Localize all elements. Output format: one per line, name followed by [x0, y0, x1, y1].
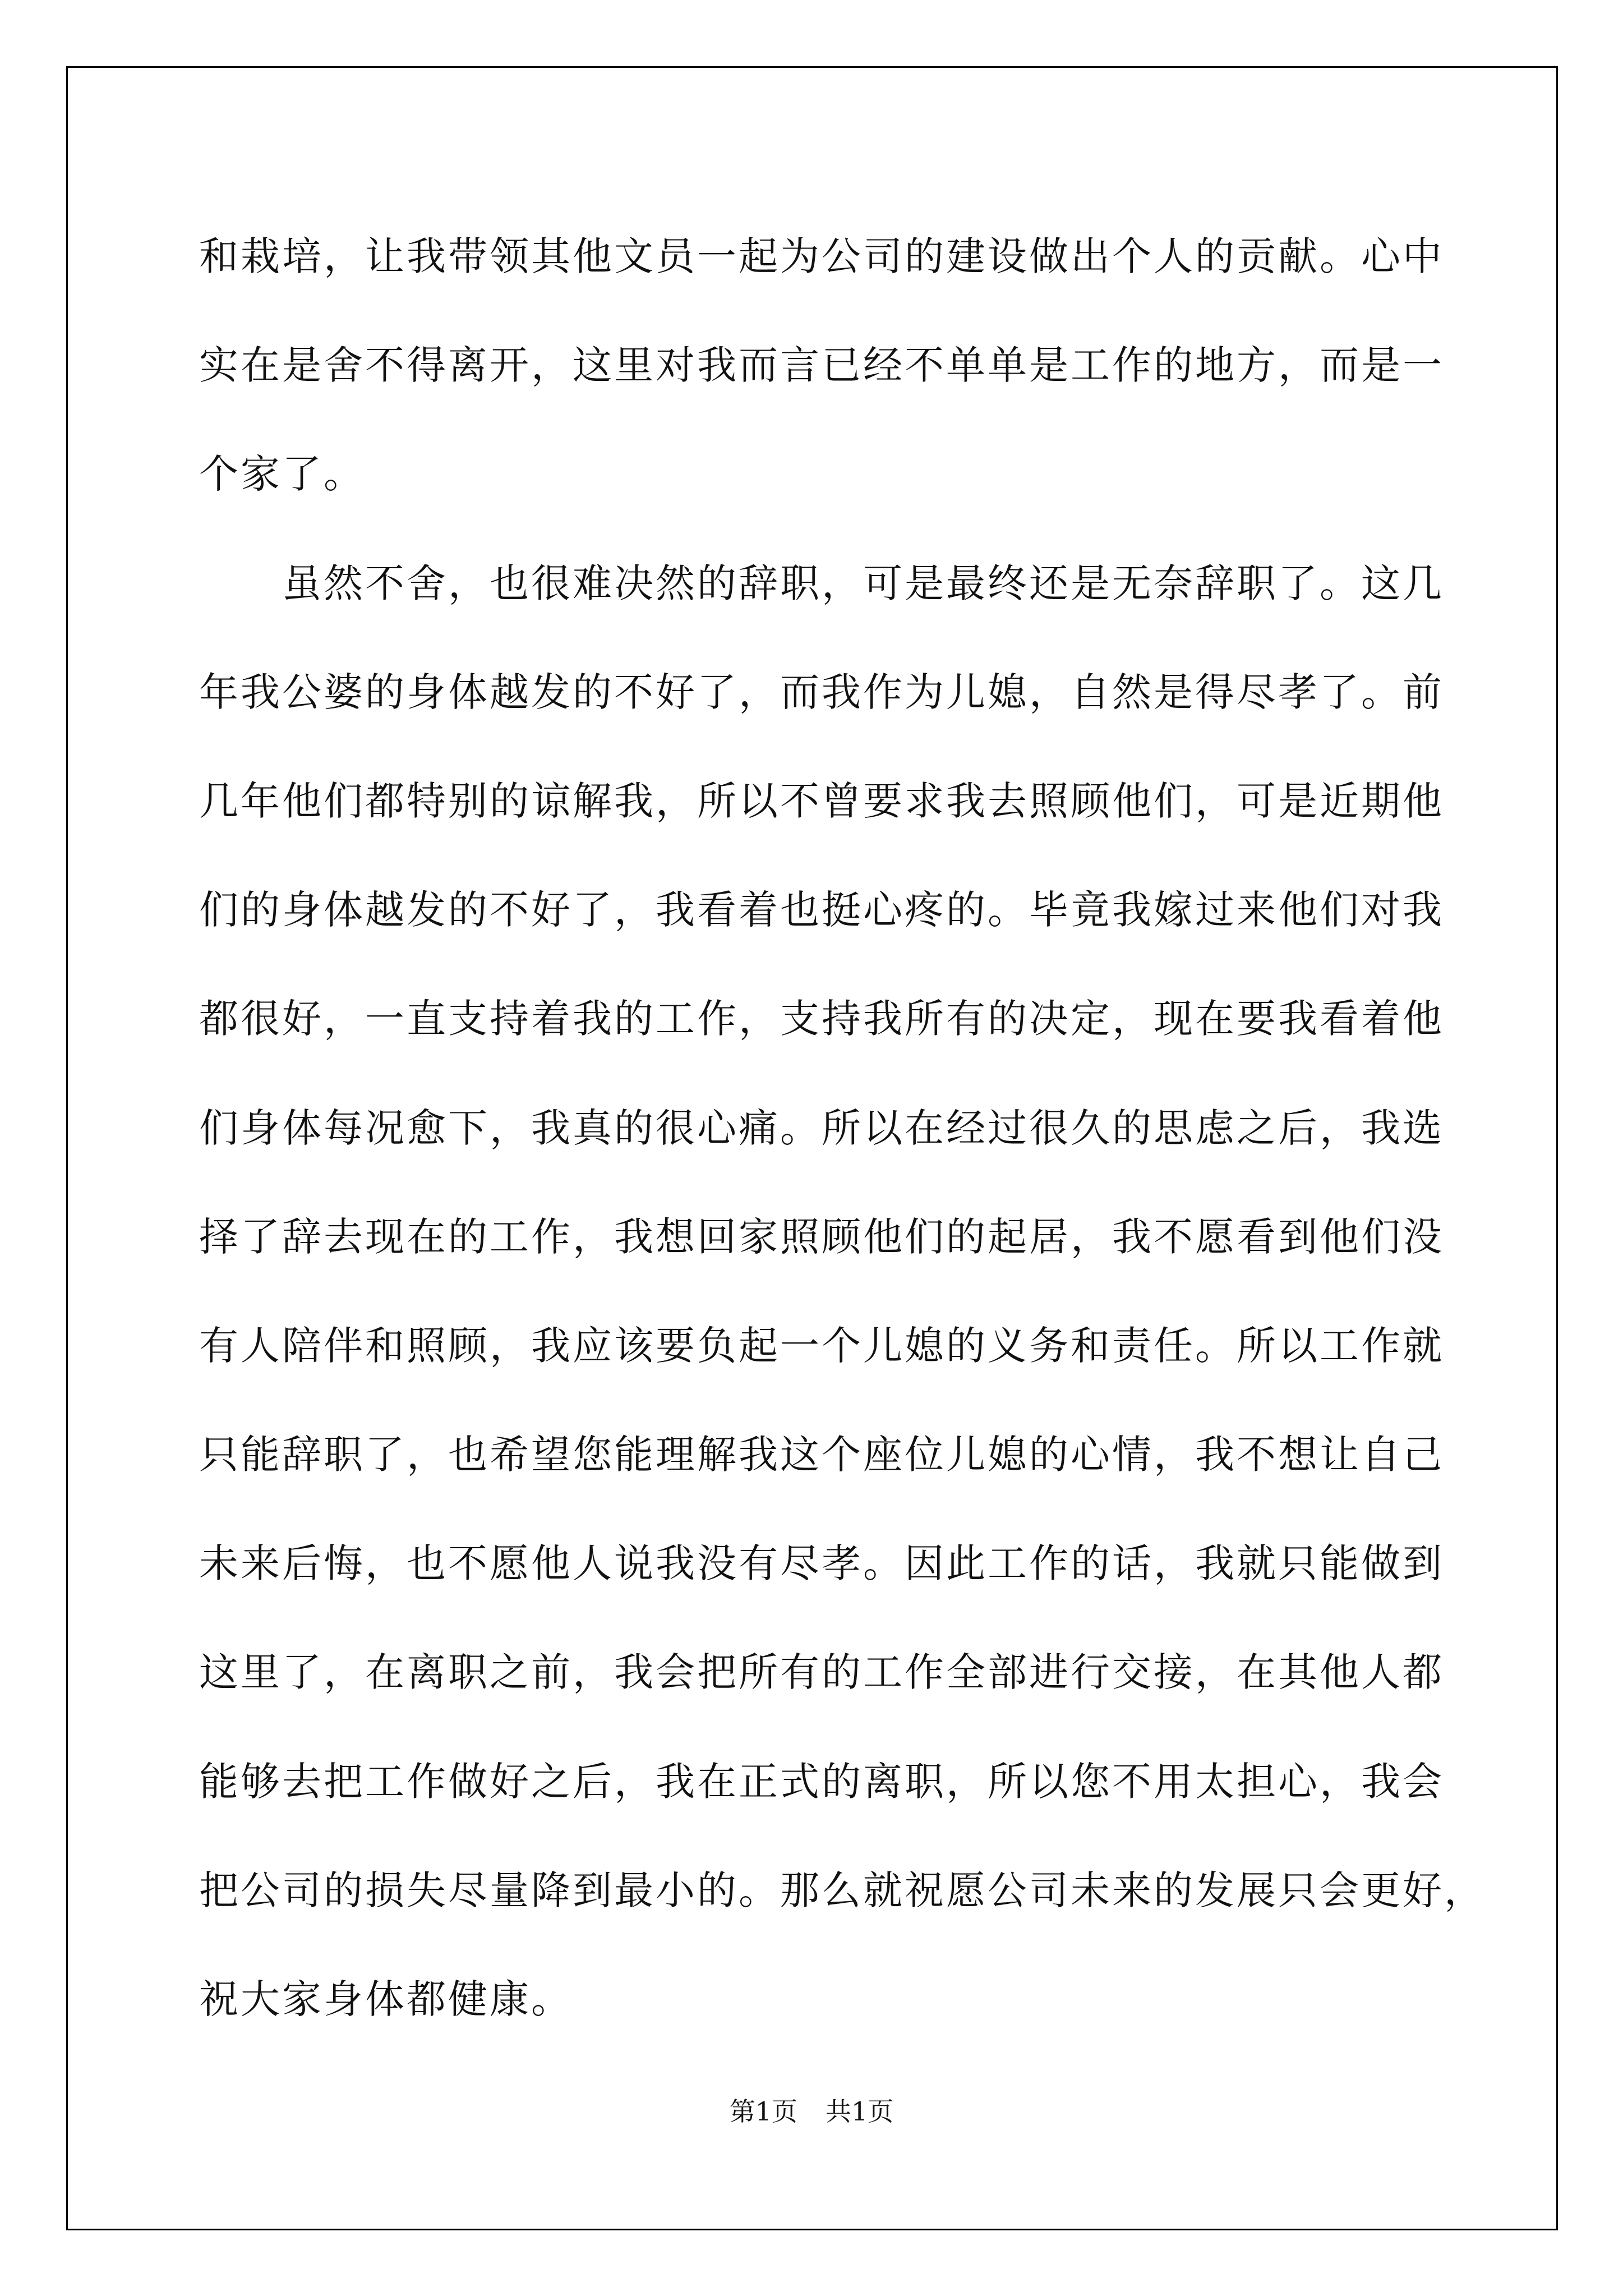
text-line: 把公司的损失尽量降到最小的。那么就祝愿公司未来的发展只会更好，	[199, 1867, 1486, 1913]
text-line: 年我公婆的身体越发的不好了，而我作为儿媳，自然是得尽孝了。前	[199, 669, 1444, 715]
text-line: 们身体每况愈下，我真的很心痛。所以在经过很久的思虑之后，我选	[199, 1105, 1444, 1151]
text-line: 们的身体越发的不好了，我看着也挺心疼的。毕竟我嫁过来他们对我	[199, 887, 1444, 933]
text-line: 未来后悔，也不愿他人说我没有尽孝。因此工作的话，我就只能做到	[199, 1540, 1444, 1587]
text-line: 只能辞职了，也希望您能理解我这个座位儿媳的心情，我不想让自己	[199, 1432, 1444, 1478]
text-line: 都很好，一直支持着我的工作，支持我所有的决定，现在要我看着他	[199, 996, 1444, 1042]
page-total: 共1页	[826, 2096, 894, 2127]
page-footer	[0, 2091, 1623, 2128]
text-line: 和栽培，让我带领其他文员一起为公司的建设做出个人的贡献。心中	[199, 233, 1444, 279]
text-line: 几年他们都特别的谅解我，所以不曾要求我去照顾他们，可是近期他	[199, 777, 1444, 824]
letter-body	[199, 202, 1486, 2054]
text-line: 择了辞去现在的工作，我想回家照顾他们的起居，我不愿看到他们没	[199, 1213, 1444, 1260]
page-number: 第1页	[729, 2096, 797, 2127]
text-line: 能够去把工作做好之后，我在正式的离职，所以您不用太担心，我会	[199, 1758, 1444, 1805]
text-line: 个家了。	[199, 451, 365, 498]
text-line: 有人陪伴和照顾，我应该要负起一个儿媳的义务和责任。所以工作就	[199, 1322, 1444, 1369]
text-line: 实在是舍不得离开，这里对我而言已经不单单是工作的地方，而是一	[199, 342, 1444, 389]
text-line: 祝大家身体都健康。	[199, 1976, 573, 2022]
paragraph-first-line: 虽然不舍，也很难决然的辞职，可是最终还是无奈辞职了。这几	[282, 560, 1444, 606]
text-line: 这里了，在离职之前，我会把所有的工作全部进行交接，在其他人都	[199, 1649, 1444, 1696]
